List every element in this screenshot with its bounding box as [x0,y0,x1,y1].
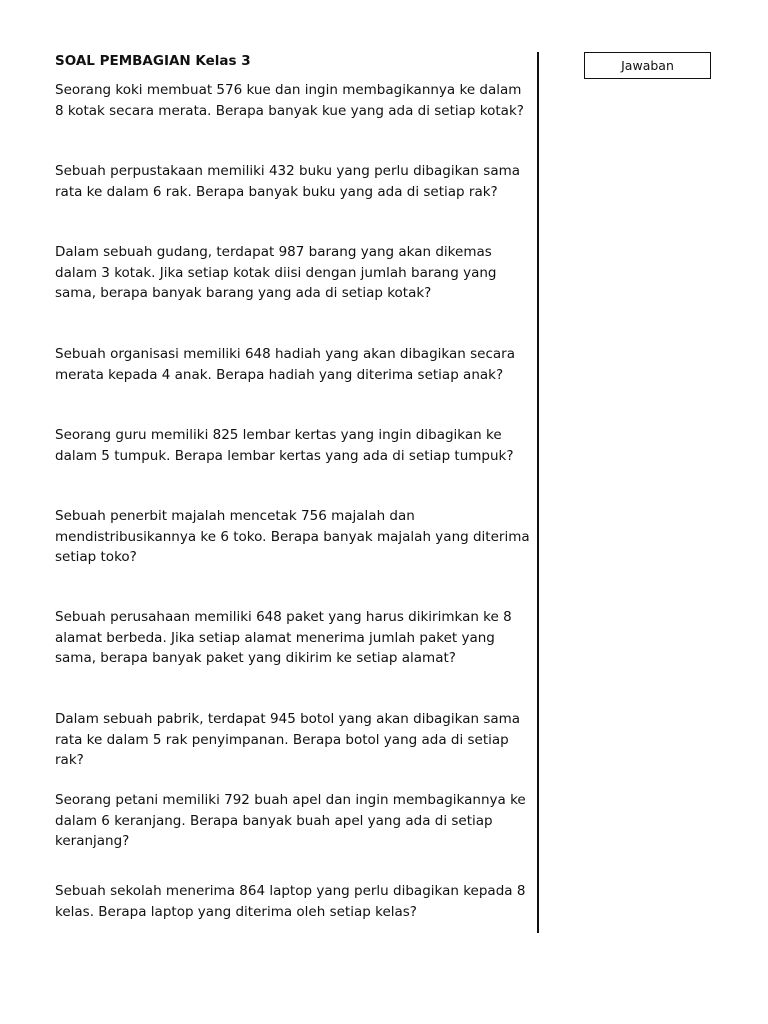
question-10: Sebuah sekolah menerima 864 laptop yang perlu dibagikan kepada 8 kelas. Berapa laptop yang diterima oleh setiap kelas? [55,883,526,920]
question-8: Dalam sebuah pabrik, terdapat 945 botol yang akan dibagikan sama rata ke dalam 5 rak penyimpanan. Berapa botol yang ada di setiap rak? [55,711,521,768]
question-7: Sebuah perusahaan memiliki 648 paket yang harus dikirimkan ke 8 alamat berbeda. Jika setiap alamat menerima jumlah paket yang sama, berapa banyak paket yang dikirim ke setiap alamat? [55,609,512,666]
answer-header-box: Jawaban [584,52,711,79]
column-divider [537,52,539,933]
question-9: Seorang petani memiliki 792 buah apel dan ingin membagikannya ke dalam 6 keranjang. Berapa banyak buah apel yang ada di setiap keranjang? [55,792,526,849]
question-3: Dalam sebuah gudang, terdapat 987 barang yang akan dikemas dalam 3 kotak. Jika setiap kotak diisi dengan jumlah barang yang sama, berapa banyak barang yang ada di setiap kotak? [55,244,497,301]
question-6: Sebuah penerbit majalah mencetak 756 majalah dan mendistribusikannya ke 6 toko. Berapa banyak majalah yang diterima setiap toko? [55,508,530,565]
question-4: Sebuah organisasi memiliki 648 hadiah yang akan dibagikan secara merata kepada 4 anak. Berapa hadiah yang diterima setiap anak? [55,346,515,383]
question-5: Seorang guru memiliki 825 lembar kertas yang ingin dibagikan ke dalam 5 tumpuk. Berapa lembar kertas yang ada di setiap tumpuk? [55,427,514,464]
page-title: SOAL PEMBAGIAN Kelas 3 [55,53,251,69]
question-1: Seorang koki membuat 576 kue dan ingin membagikannya ke dalam 8 kotak secara merata. Berapa banyak kue yang ada di setiap kotak? [55,82,524,119]
question-2: Sebuah perpustakaan memiliki 432 buku yang perlu dibagikan sama rata ke dalam 6 rak. Berapa banyak buku yang ada di setiap rak? [55,163,521,200]
